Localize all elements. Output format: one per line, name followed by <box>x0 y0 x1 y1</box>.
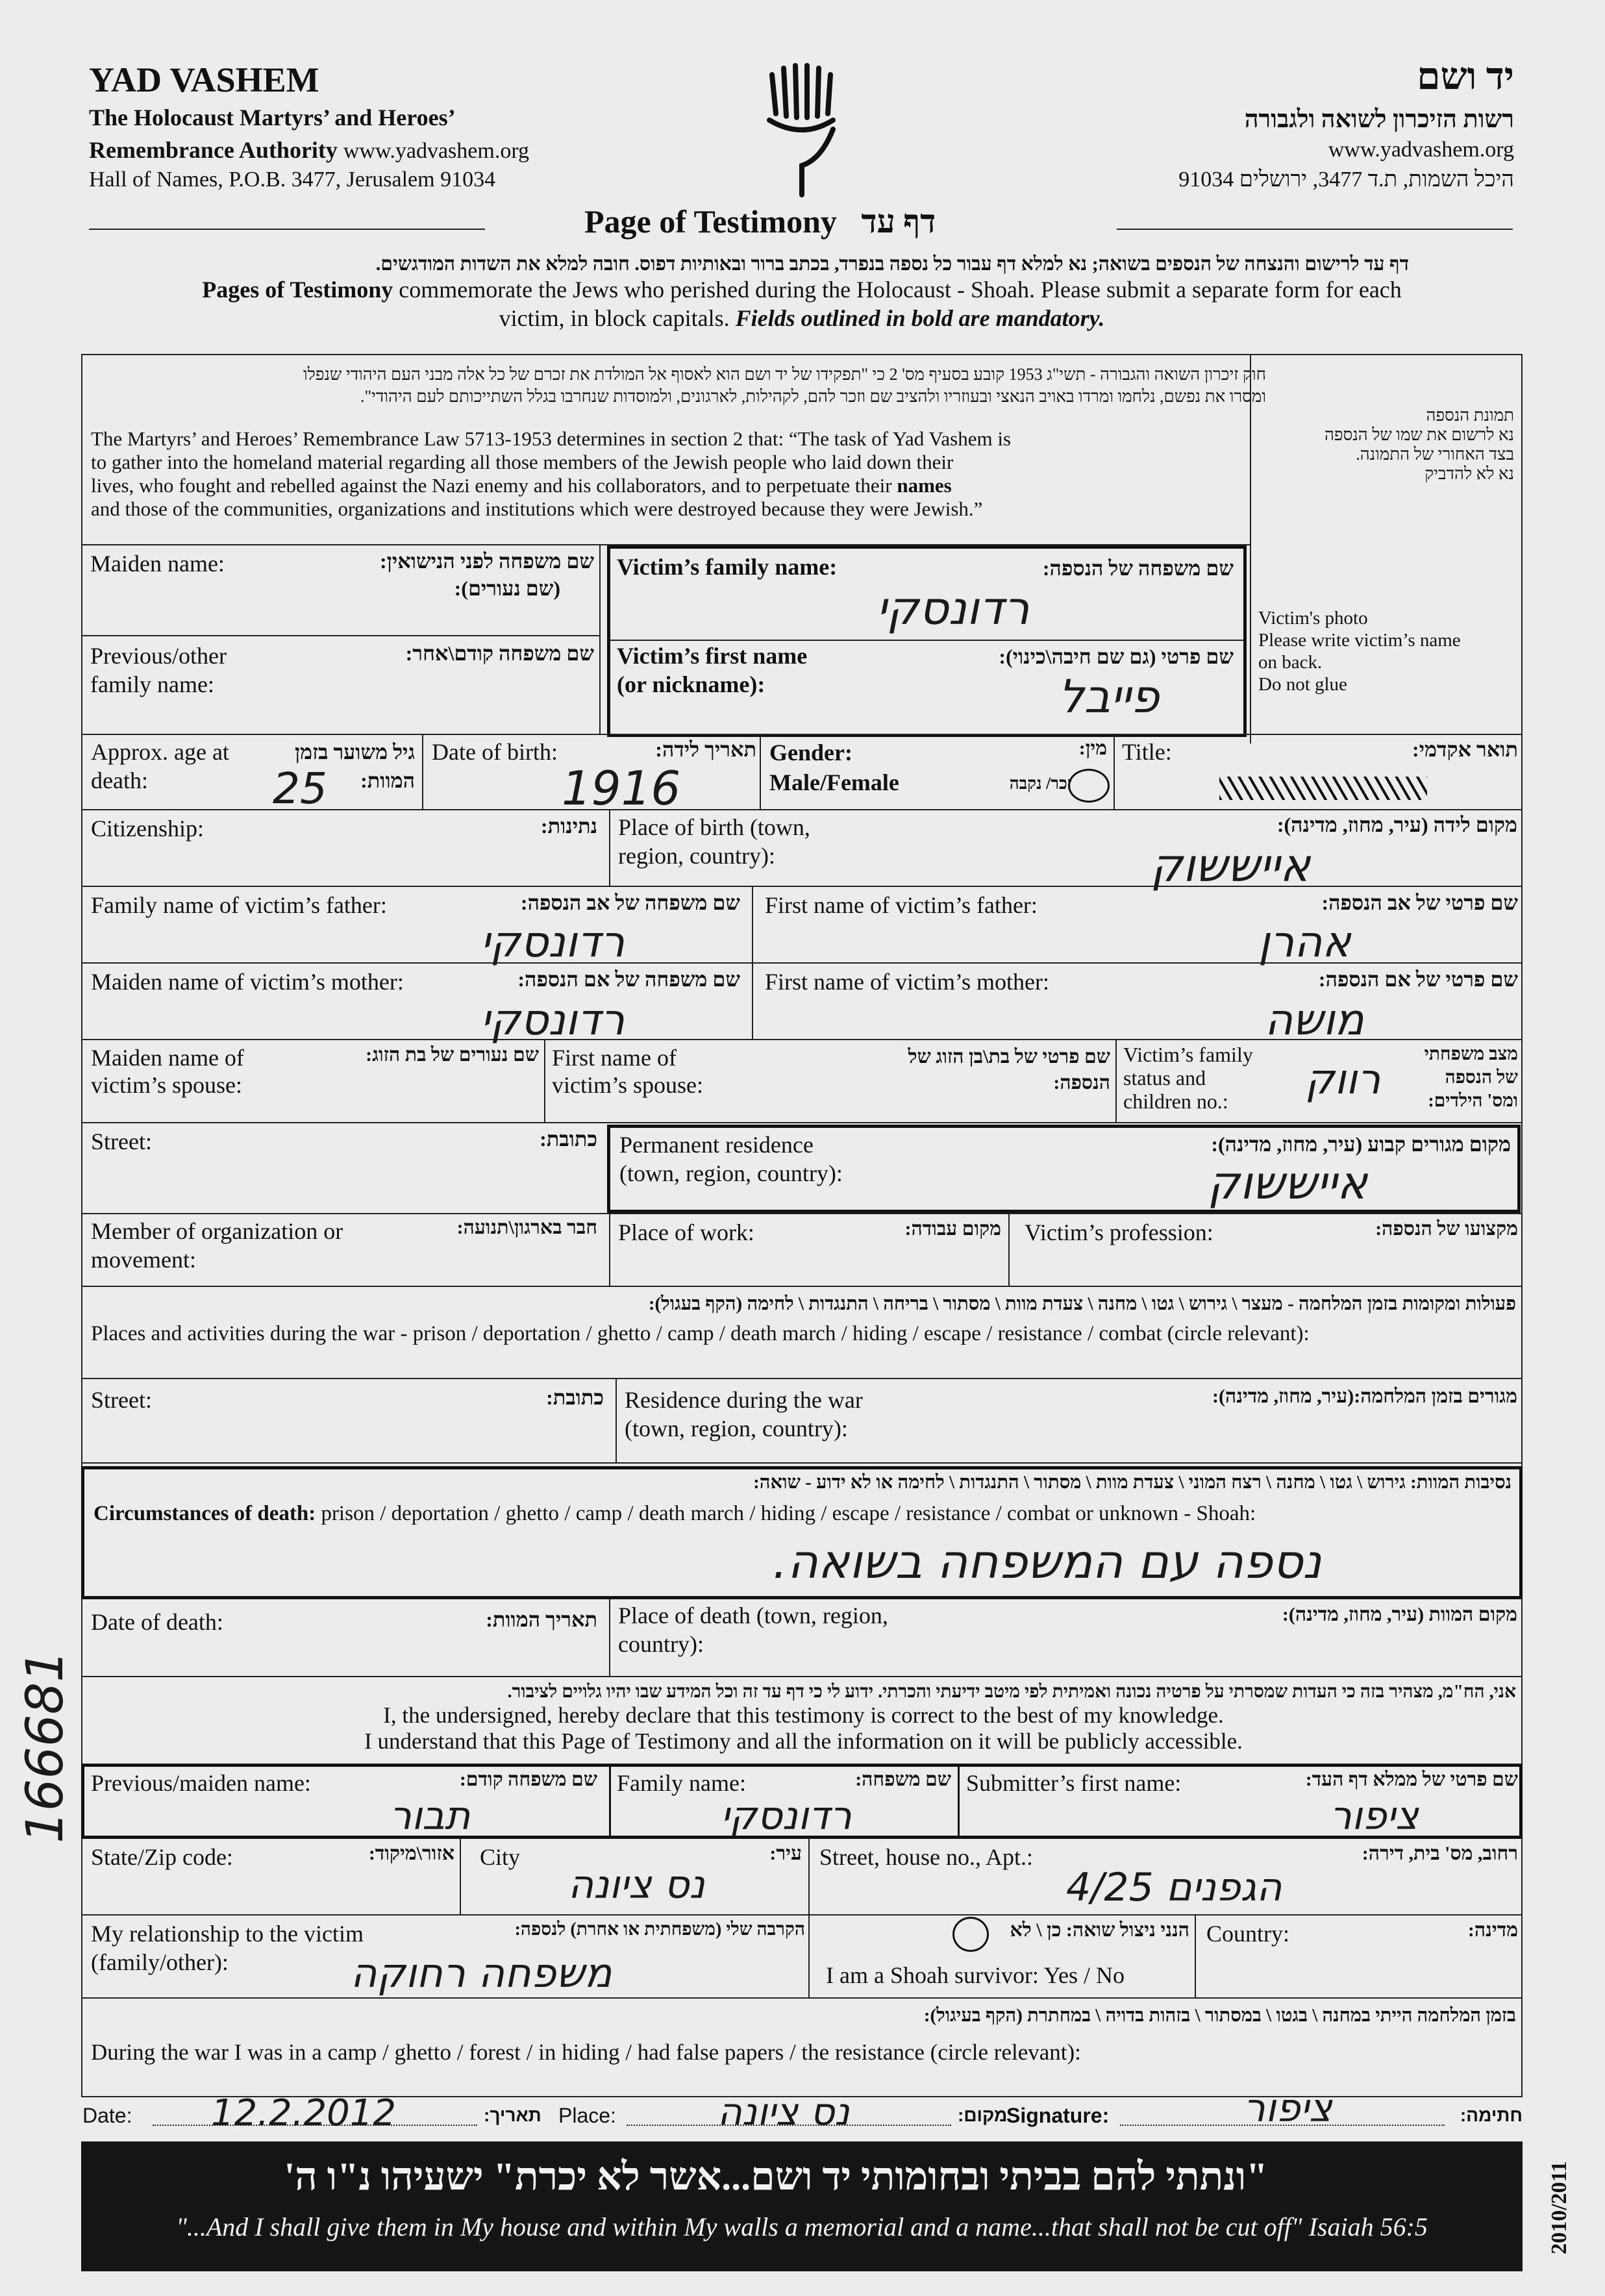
organization-member-field[interactable]: Member of organization or movement: חבר בארגון\תנועה: <box>91 1217 597 1273</box>
address-en: Hall of Names, P.O.B. 3477, Jerusalem 91034 <box>89 168 496 192</box>
relationship-field[interactable]: My relationship to the victim (family/other): הקרבה שלי (משפחתית או אחרת) לנספה: משפחה רחוקה <box>91 1919 805 1997</box>
place-of-birth-field[interactable]: Place of birth (town, region, country): מקום לידה (עיר, מחוז, מדינה): אייששוק <box>618 813 1517 892</box>
title-field[interactable]: Title: תואר אקדמי: <box>1122 738 1518 809</box>
street-field[interactable]: Street: כתובת: <box>91 1127 597 1154</box>
date-of-birth-field[interactable]: Date of birth: תאריך לידה: 1916 <box>432 738 756 816</box>
submitter-street-field[interactable]: Street, house no., Apt.: רחוב, מס' בית, דירה: הגפנים 4/25 <box>819 1843 1518 1910</box>
father-family-name-value: רדונסקי <box>480 917 625 967</box>
spouse-maiden-name-field[interactable]: Maiden name of victim’s spouse: שם נעורים של בת הזוג: <box>91 1044 539 1098</box>
places-activities-field[interactable]: פעולות ומקומות בזמן המלחמה - מעצר \ גירוש \ גטו \ מחנה \ צעדת מוות \ מסתור \ בריחה \ התנגדות \ לחימה (הקף בעגול): Places and activities during the war - prison / deportation / ghetto / camp / death march / hiding / escape / resistance / combat (circle relevant): <box>91 1293 1516 1345</box>
submitter-previous-name-value: תבור <box>390 1793 471 1839</box>
mother-maiden-name-value: רדונסקי <box>480 995 625 1045</box>
declaration: אני, הח"מ, מצהיר בזה כי העדות שמסרתי על פרטיה נכונה ואמיתית לפי מיטב ידיעתי והכרתי. ידוע לי כי דף עד זה וכל המידע שבו יהיו גלויים לציבור. I, the undersigned, hereby declare that this testimony is correct to the best of my knowledge. I understand that this Page of Testimony and all the information on it will be publicly accessible. <box>364 1682 1516 1754</box>
mother-maiden-name-field[interactable]: Maiden name of victim’s mother: שם משפחה של אם הנספה: רדונסקי <box>91 967 740 1045</box>
city-value: נס ציונה <box>568 1862 705 1908</box>
intro-he: דף עד לרישום והנצחה של הנספים בשואה; נא למלא דף עבור כל נספה בנפרד, בכתב ברור ובאותיות דפוס. חובה למלא את השדות המודגשים. <box>375 253 1409 275</box>
org-name-he: יד ושם <box>1417 55 1514 97</box>
family-status-value: רווק <box>1305 1056 1381 1104</box>
permanent-residence-field[interactable]: Permanent residence (town, region, country): מקום מגורים קבוע (עיר, מחוז, מדינה): אייששוק <box>607 1125 1521 1213</box>
date-label-he: תאריך: <box>484 2105 541 2125</box>
profession-field[interactable]: Victim’s profession: מקצועו של הנספה: <box>1025 1218 1518 1245</box>
father-first-name-value: אהרן <box>1258 917 1351 967</box>
footer-signature-row <box>81 2086 1523 2135</box>
city-field[interactable]: City עיר: נס ציונה <box>480 1843 802 1908</box>
website-he-side: www.yadvashem.org <box>1328 138 1514 162</box>
submitter-street-value: הגפנים 4/25 <box>1066 1865 1282 1910</box>
header-rule-left <box>89 229 485 230</box>
quote-en: "...And I shall give them in My house and within My walls a memorial and a name...that shall not be cut off" Isaiah 56:5 <box>176 2212 1428 2241</box>
father-first-name-field[interactable]: First name of victim’s father: שם פרטי של אב הנספה: אהרן <box>765 891 1518 967</box>
maiden-name-cell[interactable]: Maiden name: שם משפחה לפני הנישואין: (שם נעורים): <box>81 545 601 636</box>
submitter-previous-name-field[interactable]: Previous/maiden name: שם משפחה קודם: תבור <box>91 1769 597 1839</box>
law-section: חוק זיכרון השואה והגבורה - תשי"ג 1953 קובע בסעיף מס' 2 כי "תפקידו של יד ושם הוא לאסוף אל המולדת את זכרם של כל אלה מבני העם היהודי שנפלו ומסרו את נפשם, נלחמו ומרדו באויב הנאצי ובעוזריו ולהציב שם וזכר להם, לקהילות, לארגונים, ולמוסדות שנחרבו בגלל השתייכותם לעם היהודי". The Martyrs’ and Heroes’ Remembrance Law 5713-1953 determines in section 2 that: “The task of Yad Vashem is to gather into the homeland material regarding all those members of the Jewish people who laid down their lives, who fought and rebelled against the Nazi enemy and his collaborators, and to perpetuate their names and those of the communities, organizations and institutions which were destroyed because they were Jewish.” <box>91 365 1266 520</box>
relationship-value: משפחה רחוקה <box>351 1949 612 1997</box>
age-value: 25 <box>273 764 327 814</box>
signature-label-he: חתימה: <box>1460 2105 1523 2125</box>
date-value[interactable]: 12.2.2012 <box>211 2092 397 2134</box>
yad-vashem-logo-icon <box>763 62 841 198</box>
photo-instructions-en: Victim's photo Please write victim’s name on back. Do not glue <box>1258 608 1461 695</box>
submitter-family-name-field[interactable]: Family name: שם משפחה: רדונסקי <box>617 1769 951 1839</box>
signature-value[interactable]: ציפור <box>1243 2086 1332 2131</box>
photo-divider <box>1250 354 1251 743</box>
war-street-field[interactable]: Street: כתובת: <box>91 1386 604 1413</box>
date-label: Date: <box>82 2104 132 2127</box>
victim-family-name-field[interactable]: Victim’s family name: שם משפחה של הנספה: רדונסקי <box>617 554 1234 635</box>
authority-en-line2: Remembrance Authority www.yadvashem.org <box>89 137 530 163</box>
date-of-birth-value: 1916 <box>562 761 681 816</box>
father-family-name-field[interactable]: Family name of victim’s father: שם משפחה של אב הנספה: רדונסקי <box>91 891 740 967</box>
side-reference-number: 166681 <box>16 1650 75 1843</box>
place-label: Place: <box>558 2104 616 2127</box>
gender-field[interactable]: Gender: Male/Female מין: זכר/ נקבה <box>769 738 1107 809</box>
country-field[interactable]: Country: מדינה: <box>1206 1919 1518 1947</box>
zip-code-field[interactable]: State/Zip code: אזור\מיקוד: <box>91 1843 454 1870</box>
quote-banner <box>81 2141 1523 2271</box>
authority-en-line1: The Holocaust Martyrs’ and Heroes’ <box>89 105 456 131</box>
page-title: Page of Testimony דף עד <box>584 203 936 240</box>
war-residence-field[interactable]: Residence during the war (town, region, country): מגורים בזמן המלחמה:(עיר, מחוז, מדינה): <box>625 1386 1517 1441</box>
age-at-death-field[interactable]: Approx. age at death: גיל משוער בזמן המוות: 25 <box>91 739 415 814</box>
place-value[interactable]: נס ציונה <box>717 2090 850 2134</box>
victim-first-name-value: פייבל <box>1058 670 1160 723</box>
permanent-residence-value: אייששוק <box>1208 1156 1368 1210</box>
family-status-field[interactable]: Victim’s family status and children no.: מצב משפחתי של הנספה ומס' הילדים: רווק <box>1123 1043 1518 1113</box>
header-rule-right <box>1117 229 1513 230</box>
authority-he: רשות הזיכרון לשואה ולגבורה <box>1244 106 1514 133</box>
signature-label: Signature: <box>1006 2104 1110 2127</box>
photo-instructions-he: תמונת הנספה נא לרשום את שמו של הנספה בצד האחורי של התמונה. נא לא להדביק <box>1324 406 1514 483</box>
submitter-first-name-value: ציפור <box>1330 1793 1419 1839</box>
intro-en: Pages of Testimony commemorate the Jews who perished during the Holocaust - Shoah. Please submit a separate form for each victim, in block capitals. Fields outlined in bold are mandatory. <box>202 277 1402 331</box>
place-of-birth-value: אייששוק <box>1151 839 1311 892</box>
date-of-death-field[interactable]: Date of death: תאריך המוות: <box>91 1608 597 1635</box>
victim-family-name-value: רדונסקי <box>877 582 1030 635</box>
shoah-survivor-field[interactable]: הנני ניצול שואה: כן \ לא I am a Shoah survivor: Yes / No <box>819 1919 1189 1996</box>
place-of-work-field[interactable]: Place of work: מקום עבודה: <box>618 1218 1001 1245</box>
org-name-en: YAD VASHEM <box>89 60 319 99</box>
victim-first-name-field[interactable]: Victim’s first name (or nickname): שם פרטי (גם שם חיבה\כינוי): פייבל <box>617 643 1234 723</box>
circumstances-of-death-field[interactable]: נסיבות המוות: גירוש \ גטו \ מחנה \ רצח המוני \ צעדת מוות \ מסתור \ התנגדות \ לחימה או לא ידוע - שואה: Circumstances of death: prison / deportation / ghetto / camp / death march / hiding / escape / resistance / combat or unknown - Shoah: נספה עם המשפחה בשואה. <box>81 1466 1523 1599</box>
title-crossed-out-scribble <box>1219 777 1427 800</box>
address-he: היכל השמות, ת.ד 3477, ירושלים 91034 <box>1178 168 1514 192</box>
edition-label: 2010/2011 <box>1547 2161 1571 2254</box>
survivor-no-circle <box>952 1917 989 1952</box>
submitter-war-status-field[interactable]: בזמן המלחמה הייתי במחנה \ בגטו \ במסתור \ בזהות בדויה \ במחתרת (הקף בעיגול): During the war I was in a camp / ghetto / forest / in hiding / had false papers / the resistance (circle relevant): <box>91 2005 1516 2065</box>
gender-male-circle <box>1068 769 1110 803</box>
mother-first-name-field[interactable]: First name of victim’s mother: שם פרטי של אם הנספה: מושה <box>765 967 1518 1045</box>
circumstances-value: נספה עם המשפחה בשואה. <box>773 1534 1322 1589</box>
spouse-first-name-field[interactable]: First name of victim’s spouse: שם פרטי של בת\בן הזוג של הנספה: <box>552 1045 1110 1098</box>
submitter-first-name-field[interactable]: Submitter’s first name: שם פרטי של ממלא דף העד: ציפור <box>966 1769 1518 1839</box>
previous-family-name-cell[interactable]: Previous/other family name: שם משפחה קודם\אחר: <box>81 636 601 734</box>
mother-first-name-value: מושה <box>1265 995 1364 1045</box>
place-label-he: מקום: <box>958 2105 1008 2125</box>
submitter-family-name-value: רדונסקי <box>721 1793 852 1839</box>
place-of-death-field[interactable]: Place of death (town, region, country): מקום המוות (עיר, מחוז, מדינה): <box>618 1603 1517 1657</box>
quote-he: "ונתתי להם בביתי ובחומותי יד ושם...אשר לא יכרת" ישעיהו נ"ו ה' <box>284 2155 1268 2198</box>
citizenship-field[interactable]: Citizenship: נתינות: <box>91 814 597 842</box>
